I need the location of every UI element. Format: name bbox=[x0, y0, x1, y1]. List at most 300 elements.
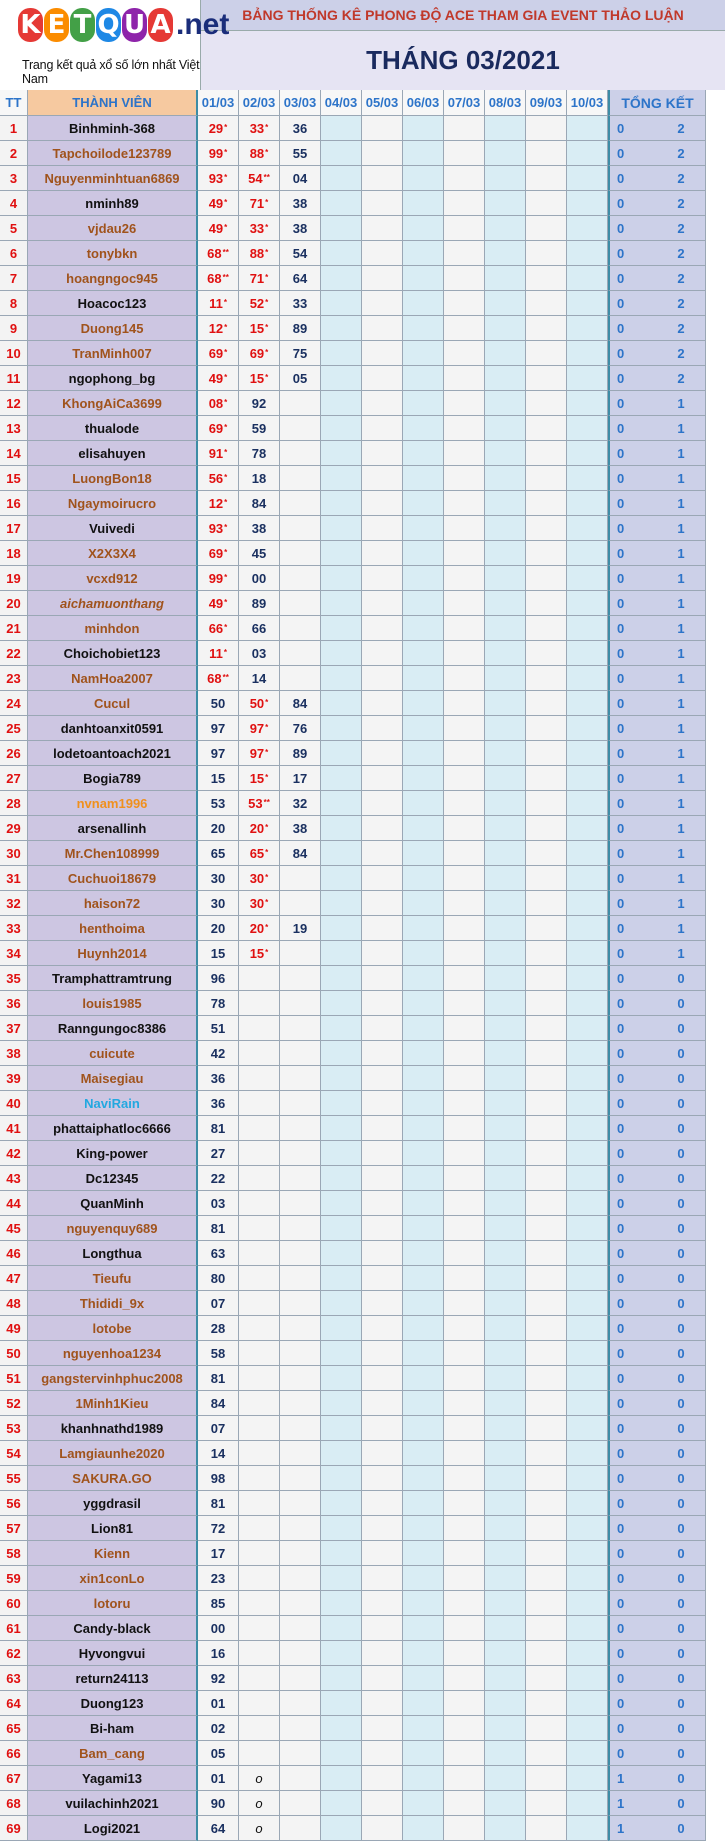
member-name[interactable]: King-power bbox=[28, 1141, 198, 1166]
member-name[interactable]: thualode bbox=[28, 416, 198, 441]
day-cell bbox=[403, 1491, 444, 1516]
row-number: 6 bbox=[0, 241, 28, 266]
summary-count-2: 0 bbox=[657, 1566, 706, 1591]
day-cell bbox=[362, 1516, 403, 1541]
member-name[interactable]: Ngaymoirucro bbox=[28, 491, 198, 516]
day-cell bbox=[362, 1341, 403, 1366]
day-cell: 58 bbox=[198, 1341, 239, 1366]
day-cell bbox=[444, 841, 485, 866]
day-cell: 81 bbox=[198, 1216, 239, 1241]
table-row bbox=[0, 1241, 725, 1266]
member-name[interactable]: Cucul bbox=[28, 691, 198, 716]
title-block bbox=[201, 0, 725, 90]
member-name[interactable]: xin1conLo bbox=[28, 1566, 198, 1591]
member-name[interactable]: Duong145 bbox=[28, 316, 198, 341]
day-cell bbox=[280, 1491, 321, 1516]
day-cell bbox=[567, 1466, 608, 1491]
day-cell: 14 bbox=[239, 666, 280, 691]
member-name[interactable]: return24113 bbox=[28, 1666, 198, 1691]
member-name[interactable]: gangstervinhphuc2008 bbox=[28, 1366, 198, 1391]
day-cell bbox=[321, 1766, 362, 1791]
day-cell bbox=[239, 1266, 280, 1291]
day-cell bbox=[444, 916, 485, 941]
day-cell bbox=[444, 1691, 485, 1716]
day-cell bbox=[280, 1366, 321, 1391]
member-name[interactable]: vuilachinh2021 bbox=[28, 1791, 198, 1816]
day-cell bbox=[362, 966, 403, 991]
day-cell: 08 * bbox=[198, 391, 239, 416]
member-name[interactable]: tonybkn bbox=[28, 241, 198, 266]
member-name[interactable]: Dc12345 bbox=[28, 1166, 198, 1191]
day-cell bbox=[526, 166, 567, 191]
day-cell: 20 bbox=[198, 816, 239, 841]
member-name[interactable]: lotoru bbox=[28, 1591, 198, 1616]
day-cell bbox=[403, 1816, 444, 1841]
summary-count-1: 0 bbox=[608, 1441, 657, 1466]
member-name[interactable]: khanhnathd1989 bbox=[28, 1416, 198, 1441]
table-row bbox=[0, 1166, 725, 1191]
day-cell bbox=[444, 941, 485, 966]
table-row bbox=[0, 641, 725, 666]
day-cell bbox=[444, 1016, 485, 1041]
day-cell bbox=[280, 1791, 321, 1816]
summary-count-1: 0 bbox=[608, 791, 657, 816]
member-name[interactable]: danhtoanxit0591 bbox=[28, 716, 198, 741]
logo-brand bbox=[18, 8, 229, 42]
day-cell bbox=[567, 1666, 608, 1691]
day-value: 69 bbox=[208, 345, 224, 361]
member-name[interactable]: Ranngungoc8386 bbox=[28, 1016, 198, 1041]
day-cell bbox=[280, 641, 321, 666]
table-row bbox=[0, 1641, 725, 1666]
day-cell bbox=[403, 1741, 444, 1766]
member-name[interactable]: Hyvongvui bbox=[28, 1641, 198, 1666]
day-cell bbox=[239, 1291, 280, 1316]
summary-count-2: 1 bbox=[657, 866, 706, 891]
day-cell bbox=[403, 1316, 444, 1341]
member-name[interactable]: nguyenquy689 bbox=[28, 1216, 198, 1241]
table-row bbox=[0, 916, 725, 941]
summary-count-1: 0 bbox=[608, 1616, 657, 1641]
day-cell: 99 * bbox=[198, 566, 239, 591]
day-cell bbox=[526, 1291, 567, 1316]
col-day: 05/03 bbox=[362, 90, 403, 116]
day-cell bbox=[567, 566, 608, 591]
member-name[interactable]: TranMinh007 bbox=[28, 341, 198, 366]
logo-tagline: Trang kết quả xổ số lớn nhất Việt Nam bbox=[22, 58, 200, 86]
day-cell bbox=[403, 216, 444, 241]
member-name[interactable]: Lion81 bbox=[28, 1516, 198, 1541]
day-cell: 15 bbox=[198, 941, 239, 966]
day-cell bbox=[444, 116, 485, 141]
day-cell bbox=[485, 891, 526, 916]
member-name[interactable]: Choichobiet123 bbox=[28, 641, 198, 666]
day-cell bbox=[280, 1766, 321, 1791]
summary-count-1: 0 bbox=[608, 1691, 657, 1716]
summary-count-2: 1 bbox=[657, 616, 706, 641]
day-cell bbox=[526, 791, 567, 816]
day-cell bbox=[403, 691, 444, 716]
table-row bbox=[0, 991, 725, 1016]
member-name[interactable]: Thididi_9x bbox=[28, 1291, 198, 1316]
day-cell bbox=[567, 1741, 608, 1766]
day-cell bbox=[321, 1691, 362, 1716]
member-name[interactable]: aichamuonthang bbox=[28, 591, 198, 616]
day-cell bbox=[567, 1791, 608, 1816]
member-name[interactable]: vcxd912 bbox=[28, 566, 198, 591]
table-row bbox=[0, 1791, 725, 1816]
member-name[interactable]: X2X3X4 bbox=[28, 541, 198, 566]
summary-count-1: 0 bbox=[608, 716, 657, 741]
summary-count-1: 0 bbox=[608, 1116, 657, 1141]
summary-count-1: 0 bbox=[608, 166, 657, 191]
member-name[interactable]: 1Minh1Kieu bbox=[28, 1391, 198, 1416]
day-cell bbox=[362, 366, 403, 391]
table-row bbox=[0, 1091, 725, 1116]
day-cell bbox=[567, 441, 608, 466]
member-name[interactable]: yggdrasil bbox=[28, 1491, 198, 1516]
day-cell bbox=[526, 1566, 567, 1591]
member-name[interactable]: nminh89 bbox=[28, 191, 198, 216]
day-cell bbox=[444, 991, 485, 1016]
day-cell bbox=[239, 1566, 280, 1591]
member-name[interactable]: minhdon bbox=[28, 616, 198, 641]
summary-count-1: 1 bbox=[608, 1816, 657, 1841]
member-name[interactable]: louis1985 bbox=[28, 991, 198, 1016]
member-name[interactable]: Maisegiau bbox=[28, 1066, 198, 1091]
summary-count-1: 0 bbox=[608, 816, 657, 841]
table-row bbox=[0, 1016, 725, 1041]
member-name[interactable]: Tieufu bbox=[28, 1266, 198, 1291]
day-cell bbox=[485, 1216, 526, 1241]
day-cell bbox=[280, 1666, 321, 1691]
day-cell bbox=[526, 816, 567, 841]
day-cell bbox=[567, 491, 608, 516]
day-cell bbox=[444, 191, 485, 216]
table-row bbox=[0, 891, 725, 916]
summary-count-2: 1 bbox=[657, 391, 706, 416]
day-cell bbox=[567, 466, 608, 491]
day-cell bbox=[403, 1541, 444, 1566]
day-cell bbox=[321, 1016, 362, 1041]
member-name[interactable]: Candy-black bbox=[28, 1616, 198, 1641]
day-cell bbox=[567, 891, 608, 916]
row-number: 28 bbox=[0, 791, 28, 816]
member-name[interactable]: QuanMinh bbox=[28, 1191, 198, 1216]
summary-count-1: 0 bbox=[608, 1216, 657, 1241]
row-number: 10 bbox=[0, 341, 28, 366]
ketqua-logo[interactable] bbox=[0, 0, 230, 90]
member-name[interactable]: Mr.Chen108999 bbox=[28, 841, 198, 866]
member-name[interactable]: Bi-ham bbox=[28, 1716, 198, 1741]
summary-count-2: 0 bbox=[657, 1091, 706, 1116]
member-name[interactable]: vjdau26 bbox=[28, 216, 198, 241]
day-cell bbox=[526, 191, 567, 216]
day-cell bbox=[444, 1291, 485, 1316]
row-number: 36 bbox=[0, 991, 28, 1016]
member-name[interactable]: arsenallinh bbox=[28, 816, 198, 841]
day-cell bbox=[362, 391, 403, 416]
row-number: 62 bbox=[0, 1641, 28, 1666]
member-name[interactable]: Vuivedi bbox=[28, 516, 198, 541]
day-cell: 89 bbox=[239, 591, 280, 616]
member-name[interactable]: Binhminh-368 bbox=[28, 116, 198, 141]
day-cell bbox=[403, 1041, 444, 1066]
day-cell bbox=[321, 1216, 362, 1241]
day-cell bbox=[567, 716, 608, 741]
day-cell bbox=[567, 1441, 608, 1466]
member-name[interactable]: Tramphattramtrung bbox=[28, 966, 198, 991]
day-cell: 05 bbox=[280, 366, 321, 391]
row-number: 35 bbox=[0, 966, 28, 991]
row-number: 11 bbox=[0, 366, 28, 391]
summary-count-2: 0 bbox=[657, 1166, 706, 1191]
day-cell: 38 bbox=[280, 191, 321, 216]
day-cell bbox=[280, 416, 321, 441]
summary-count-1: 0 bbox=[608, 216, 657, 241]
summary-count-2: 2 bbox=[657, 241, 706, 266]
day-cell bbox=[444, 891, 485, 916]
member-name[interactable]: Lamgiaunhe2020 bbox=[28, 1441, 198, 1466]
day-cell bbox=[239, 966, 280, 991]
row-number: 37 bbox=[0, 1016, 28, 1041]
day-cell bbox=[362, 1116, 403, 1141]
day-cell: 15 * bbox=[239, 766, 280, 791]
summary-count-1: 0 bbox=[608, 591, 657, 616]
day-cell bbox=[321, 241, 362, 266]
summary-count-1: 0 bbox=[608, 941, 657, 966]
logo-letter: T bbox=[70, 8, 95, 42]
day-cell bbox=[444, 441, 485, 466]
day-cell bbox=[526, 1791, 567, 1816]
day-cell bbox=[444, 1441, 485, 1466]
day-cell bbox=[321, 1716, 362, 1741]
day-cell bbox=[321, 1391, 362, 1416]
member-name[interactable]: Yagami13 bbox=[28, 1766, 198, 1791]
member-name[interactable]: Bam_cang bbox=[28, 1741, 198, 1766]
member-name[interactable]: Logi2021 bbox=[28, 1816, 198, 1841]
day-cell bbox=[403, 341, 444, 366]
row-number: 58 bbox=[0, 1541, 28, 1566]
member-name[interactable]: nguyenhoa1234 bbox=[28, 1341, 198, 1366]
day-cell: 20 * bbox=[239, 916, 280, 941]
table-row bbox=[0, 241, 725, 266]
table-row bbox=[0, 1816, 725, 1841]
day-cell bbox=[362, 1266, 403, 1291]
day-value: 68 bbox=[207, 670, 222, 686]
table-row bbox=[0, 216, 725, 241]
day-cell: 04 bbox=[280, 166, 321, 191]
day-cell bbox=[362, 466, 403, 491]
member-name[interactable]: lodetoantoach2021 bbox=[28, 741, 198, 766]
summary-count-1: 0 bbox=[608, 1516, 657, 1541]
day-cell bbox=[526, 316, 567, 341]
row-number: 69 bbox=[0, 1816, 28, 1841]
day-cell bbox=[362, 891, 403, 916]
member-name[interactable]: LuongBon18 bbox=[28, 466, 198, 491]
col-day: 06/03 bbox=[403, 90, 444, 116]
summary-count-2: 0 bbox=[657, 1466, 706, 1491]
day-cell bbox=[526, 1491, 567, 1516]
summary-count-1: 0 bbox=[608, 416, 657, 441]
day-value: 20 bbox=[249, 920, 265, 936]
day-cell bbox=[444, 1516, 485, 1541]
day-cell: 97 * bbox=[239, 741, 280, 766]
day-cell bbox=[239, 1491, 280, 1516]
day-cell bbox=[321, 216, 362, 241]
row-number: 63 bbox=[0, 1666, 28, 1691]
day-cell bbox=[321, 966, 362, 991]
member-name[interactable]: Kienn bbox=[28, 1541, 198, 1566]
member-name[interactable]: elisahuyen bbox=[28, 441, 198, 466]
summary-count-2: 0 bbox=[657, 1716, 706, 1741]
day-cell: 55 bbox=[280, 141, 321, 166]
member-name[interactable]: nvnam1996 bbox=[28, 791, 198, 816]
row-number: 54 bbox=[0, 1441, 28, 1466]
day-cell: 91 * bbox=[198, 441, 239, 466]
day-cell bbox=[444, 616, 485, 641]
day-cell bbox=[403, 1266, 444, 1291]
day-cell bbox=[567, 141, 608, 166]
summary-count-1: 0 bbox=[608, 891, 657, 916]
day-cell: 22 bbox=[198, 1166, 239, 1191]
day-cell: 52 * bbox=[239, 291, 280, 316]
day-cell bbox=[526, 1341, 567, 1366]
day-cell bbox=[239, 1316, 280, 1341]
day-cell: 63 bbox=[198, 1241, 239, 1266]
day-cell: 50 * bbox=[239, 691, 280, 716]
day-cell bbox=[362, 991, 403, 1016]
day-cell bbox=[403, 1141, 444, 1166]
day-cell bbox=[280, 941, 321, 966]
day-cell bbox=[403, 741, 444, 766]
member-name[interactable]: lotobe bbox=[28, 1316, 198, 1341]
day-cell bbox=[485, 691, 526, 716]
day-cell bbox=[403, 1066, 444, 1091]
summary-count-1: 0 bbox=[608, 1566, 657, 1591]
member-name[interactable]: ngophong_bg bbox=[28, 366, 198, 391]
day-cell bbox=[567, 1541, 608, 1566]
member-name[interactable]: haison72 bbox=[28, 891, 198, 916]
member-name[interactable]: KhongAiCa3699 bbox=[28, 391, 198, 416]
day-cell bbox=[362, 1791, 403, 1816]
day-cell bbox=[362, 691, 403, 716]
day-cell: 23 bbox=[198, 1566, 239, 1591]
day-cell bbox=[321, 291, 362, 316]
day-cell bbox=[567, 691, 608, 716]
summary-count-1: 0 bbox=[608, 766, 657, 791]
day-cell bbox=[321, 1166, 362, 1191]
day-cell bbox=[444, 1816, 485, 1841]
day-cell bbox=[280, 1616, 321, 1641]
day-cell bbox=[362, 441, 403, 466]
day-cell bbox=[567, 1691, 608, 1716]
logo-letter: Q bbox=[97, 10, 120, 40]
day-cell bbox=[362, 1066, 403, 1091]
member-name[interactable]: Cuchuoi18679 bbox=[28, 866, 198, 891]
member-name[interactable]: Longthua bbox=[28, 1241, 198, 1266]
day-cell bbox=[403, 1616, 444, 1641]
summary-count-2: 1 bbox=[657, 941, 706, 966]
member-name[interactable]: Nguyenminhtuan6869 bbox=[28, 166, 198, 191]
member-name[interactable]: NamHoa2007 bbox=[28, 666, 198, 691]
member-name[interactable]: Bogia789 bbox=[28, 766, 198, 791]
day-cell: 42 bbox=[198, 1041, 239, 1066]
member-name[interactable]: cuicute bbox=[28, 1041, 198, 1066]
row-number: 22 bbox=[0, 641, 28, 666]
member-name[interactable]: Hoacoc123 bbox=[28, 291, 198, 316]
day-value: 69 bbox=[208, 420, 224, 436]
day-cell bbox=[444, 1641, 485, 1666]
table-row bbox=[0, 1566, 725, 1591]
row-number: 18 bbox=[0, 541, 28, 566]
day-cell bbox=[321, 1466, 362, 1491]
day-cell bbox=[526, 841, 567, 866]
member-name[interactable]: Duong123 bbox=[28, 1691, 198, 1716]
day-cell bbox=[321, 491, 362, 516]
day-cell bbox=[444, 1316, 485, 1341]
day-cell bbox=[280, 666, 321, 691]
day-value: 97 bbox=[249, 745, 265, 761]
day-cell bbox=[567, 1291, 608, 1316]
table-row bbox=[0, 1616, 725, 1641]
member-name[interactable]: henthoima bbox=[28, 916, 198, 941]
day-cell bbox=[567, 1516, 608, 1541]
day-cell bbox=[567, 266, 608, 291]
day-cell: 84 bbox=[280, 691, 321, 716]
day-cell: 33 * bbox=[239, 116, 280, 141]
member-name[interactable]: SAKURA.GO bbox=[28, 1466, 198, 1491]
day-cell: 98 bbox=[198, 1466, 239, 1491]
day-cell: 68 ** bbox=[198, 241, 239, 266]
day-cell bbox=[362, 591, 403, 616]
day-value: 88 bbox=[249, 145, 265, 161]
summary-count-2: 1 bbox=[657, 916, 706, 941]
day-cell bbox=[239, 1166, 280, 1191]
member-name[interactable]: Huynh2014 bbox=[28, 941, 198, 966]
day-cell bbox=[239, 1116, 280, 1141]
day-cell bbox=[485, 166, 526, 191]
day-cell bbox=[321, 1116, 362, 1141]
day-value: 56 bbox=[208, 470, 224, 486]
day-cell bbox=[567, 941, 608, 966]
day-cell: 38 bbox=[280, 216, 321, 241]
day-cell bbox=[403, 716, 444, 741]
member-name[interactable]: NaviRain bbox=[28, 1091, 198, 1116]
summary-count-1: 0 bbox=[608, 1366, 657, 1391]
table-row bbox=[0, 766, 725, 791]
day-cell bbox=[444, 766, 485, 791]
summary-count-2: 1 bbox=[657, 416, 706, 441]
member-name[interactable]: phattaiphatloc6666 bbox=[28, 1116, 198, 1141]
day-cell bbox=[485, 1016, 526, 1041]
day-cell bbox=[567, 1116, 608, 1141]
day-cell bbox=[280, 1116, 321, 1141]
day-cell bbox=[567, 1316, 608, 1341]
day-cell bbox=[239, 1691, 280, 1716]
row-number: 42 bbox=[0, 1141, 28, 1166]
day-cell: 15 bbox=[198, 766, 239, 791]
day-cell: 69 * bbox=[239, 341, 280, 366]
member-name[interactable]: hoangngoc945 bbox=[28, 266, 198, 291]
member-name[interactable]: Tapchoilode123789 bbox=[28, 141, 198, 166]
day-value: 97 bbox=[249, 720, 265, 736]
day-cell: 00 bbox=[239, 566, 280, 591]
day-cell bbox=[485, 1766, 526, 1791]
day-cell: 92 bbox=[239, 391, 280, 416]
table-row bbox=[0, 291, 725, 316]
summary-count-1: 0 bbox=[608, 491, 657, 516]
